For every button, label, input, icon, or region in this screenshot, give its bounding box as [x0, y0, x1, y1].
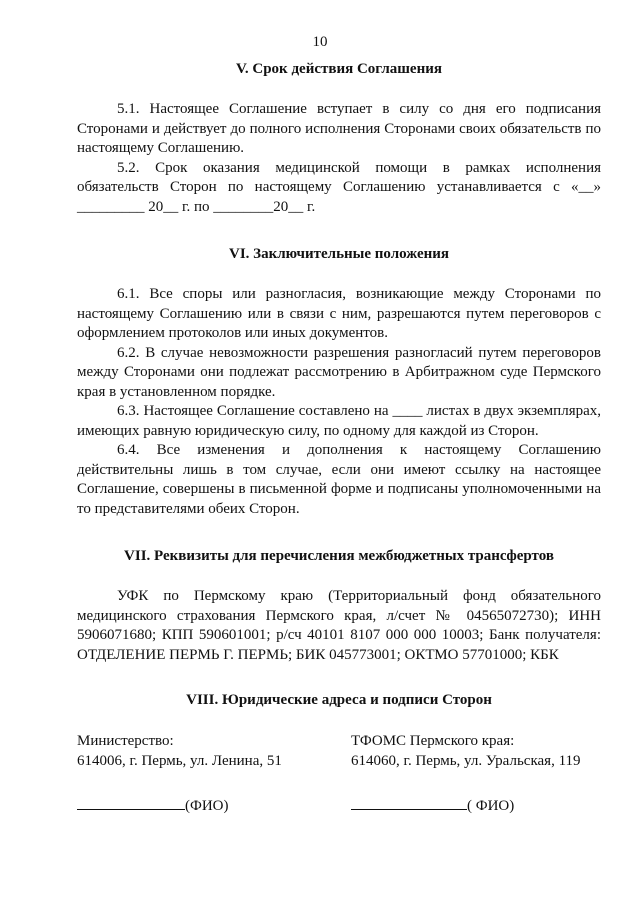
party-left-name: Министерство:	[77, 733, 174, 749]
signature-left-label: (ФИО)	[185, 798, 229, 814]
bank-details: УФК по Пермскому краю (Территориальный фонд обязательного медицинского страхования Пермского края, л/счет № 04565072730); ИНН 5906071680; КПП 590601001; р/сч 40101 8107 000 000 10003; Банк получателя: ОТДЕЛЕНИЕ ПЕРМЬ Г. ПЕРМЬ; БИК 045773001; ОКТМО 57701000; КБК	[77, 588, 601, 663]
clause-5-2: 5.2. Срок оказания медицинской помощи в рамках исполнения обязательств Сторон по настоящему Соглашению устанавливается с «__» _________ 20__ г. по ________20__ г.	[77, 159, 601, 215]
signature-right	[351, 795, 601, 817]
signature-right-label: ( ФИО)	[467, 798, 515, 814]
clause-6-3: 6.3. Настоящее Соглашение составлено на ____ листах в двух экземплярах, имеющих равную юридическую силу, по одному для каждой из Сторон.	[77, 403, 601, 439]
signature-line-right	[351, 795, 467, 810]
signature-left	[77, 795, 327, 817]
section-5-heading: V. Срок действия Соглашения	[235, 61, 442, 77]
party-left-address: 614006, г. Пермь, ул. Ленина, 51	[77, 752, 282, 769]
section-6-heading: VI. Заключительные положения	[229, 246, 449, 262]
clause-6-4: 6.4. Все изменения и дополнения к настоящему Соглашению действительны лишь в том случае, если они имеют ссылку на настоящее Соглашение, совершены в письменной форме и подписаны уполномоченными на то представителями обеих Сторон.	[77, 442, 601, 517]
party-right-name: ТФОМС Пермского края:	[351, 733, 515, 749]
signature-line-left	[77, 795, 185, 810]
signature-row	[77, 795, 601, 817]
clause-6-1: 6.1. Все споры или разногласия, возникающие между Сторонами по настоящему Соглашению или в связи с ним, разрешаются путем переговоров с оформлением протоколов или иных документов.	[77, 286, 601, 341]
party-right	[351, 732, 601, 771]
clause-6-2: 6.2. В случае невозможности разрешения разногласий путем переговоров между Сторонами они подлежат рассмотрению в Арбитражном суде Пермского края в установленном порядке.	[77, 344, 601, 400]
clause-5-1: 5.1. Настоящее Соглашение вступает в силу со дня его подписания Сторонами и действует до полного исполнения Сторонами своих обязательств по настоящему Соглашению.	[77, 101, 601, 156]
document-content	[77, 59, 601, 817]
section-8-heading: VIII. Юридические адреса и подписи Сторон	[186, 692, 492, 708]
party-left	[77, 732, 327, 771]
section-7-heading: VII. Реквизиты для перечисления межбюджетных трансфертов	[124, 548, 554, 564]
page-number: 10	[312, 34, 328, 50]
party-addresses	[77, 732, 601, 771]
party-right-address: 614060, г. Пермь, ул. Уральская, 119	[351, 752, 581, 769]
